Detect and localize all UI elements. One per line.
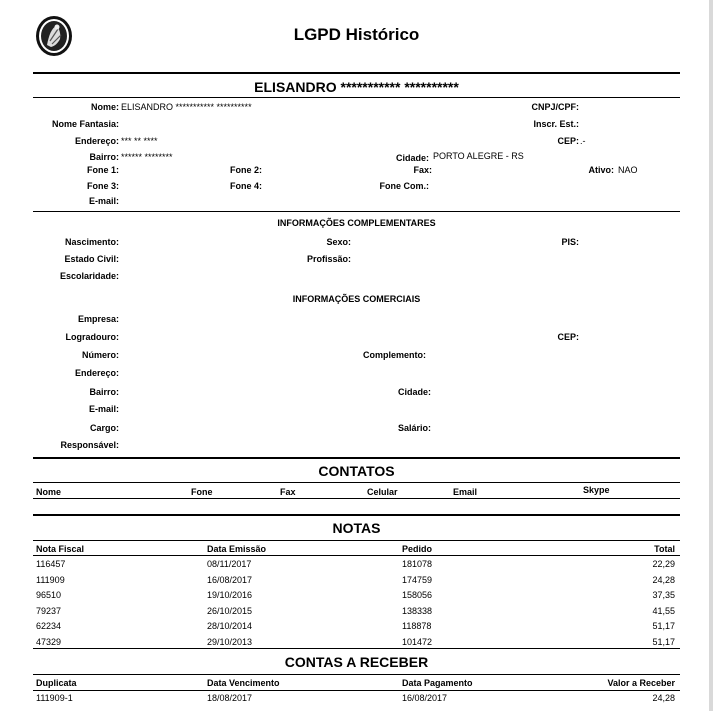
pis-label: PIS: (561, 237, 579, 247)
divider (33, 555, 680, 556)
notas-cell: 28/10/2014 (207, 621, 253, 631)
nome-value: ELISANDRO *********** ********** (121, 102, 252, 112)
nascimento-label: Nascimento: (64, 237, 119, 247)
contatos-col-email: Email (453, 487, 478, 497)
contas-cell: 18/08/2017 (207, 693, 253, 703)
logradouro-label: Logradouro: (65, 332, 119, 342)
comerciais-title: INFORMAÇÕES COMERCIAIS (292, 294, 421, 304)
notas-cell: 51,17 (652, 621, 675, 631)
cep-label: CEP: (557, 136, 579, 146)
notas-cell: 26/10/2015 (207, 605, 253, 616)
sexo-label: Sexo: (326, 237, 351, 247)
endereco-value: *** ** **** (121, 136, 158, 146)
com-cep-label: CEP: (557, 332, 579, 342)
page-title: LGPD Histórico (293, 25, 420, 44)
nome-fantasia-label: Nome Fantasia: (51, 119, 119, 129)
notas-cell: 51,17 (652, 636, 675, 647)
divider (33, 648, 680, 649)
cnpj-label: CNPJ/CPF: (531, 102, 579, 112)
contatos-col-nome: Nome (36, 487, 62, 497)
cidade-value: PORTO ALEGRE - RS (433, 151, 524, 161)
responsavel-label: Responsável: (60, 440, 119, 450)
notas-cell: 158056 (402, 590, 433, 600)
empresa-label: Empresa: (77, 314, 119, 324)
divider (33, 498, 680, 499)
notas-cell: 101472 (402, 636, 433, 647)
notas-cell: 41,55 (652, 605, 675, 616)
notas-cell: 62234 (36, 621, 62, 631)
cargo-label: Cargo: (90, 423, 119, 433)
contas-title: CONTAS A RECEBER (284, 654, 429, 670)
com-cidade-label: Cidade: (397, 387, 431, 397)
contas-cell: 24,28 (652, 693, 675, 703)
complemento-label: Complemento: (363, 350, 426, 360)
contas-cell: 16/08/2017 (402, 693, 448, 703)
notas-title: NOTAS (332, 520, 381, 536)
numero-label: Número: (81, 350, 119, 360)
divider (33, 514, 680, 516)
nome-label: Nome: (90, 102, 119, 112)
fonecom-label: Fone Com.: (379, 181, 429, 191)
contatos-col-fax: Fax (280, 487, 296, 497)
com-email-label: E-mail: (88, 404, 119, 414)
bairro-value: ****** ******** (121, 152, 173, 162)
contas-col-duplicata: Duplicata (36, 678, 77, 688)
notas-cell: 96510 (36, 590, 62, 600)
salario-label: Salário: (397, 423, 431, 433)
notas-col-data-emissao: Data Emissão (207, 544, 267, 554)
complementares-title: INFORMAÇÕES COMPLEMENTARES (277, 218, 436, 228)
bairro-label: Bairro: (89, 152, 119, 162)
fone3-label: Fone 3: (86, 181, 119, 191)
notas-cell: 111909 (36, 574, 65, 585)
divider (33, 540, 680, 541)
cep-value: .- (580, 136, 586, 146)
contas-cell: 111909-1 (36, 693, 73, 703)
contatos-title: CONTATOS (318, 463, 395, 479)
email-label: E-mail: (88, 196, 119, 206)
cidade-label: Cidade: (395, 153, 429, 163)
page-edge (709, 0, 713, 711)
contatos-col-fone: Fone (191, 487, 213, 497)
fone4-label: Fone 4: (229, 181, 262, 191)
notas-cell: 174759 (402, 574, 433, 585)
estado-civil-label: Estado Civil: (64, 254, 119, 264)
notas-cell: 79237 (36, 605, 62, 616)
notas-cell: 16/08/2017 (207, 574, 253, 585)
divider (33, 457, 680, 459)
divider (33, 97, 680, 98)
notas-cell: 138338 (402, 605, 433, 616)
notas-col-total: Total (654, 544, 675, 554)
divider (33, 211, 680, 212)
notas-cell: 08/11/2017 (207, 559, 252, 569)
fone1-label: Fone 1: (86, 165, 119, 175)
notas-col-nota-fiscal: Nota Fiscal (36, 544, 85, 554)
contas-col-data-vencimento: Data Vencimento (207, 678, 280, 688)
com-bairro-label: Bairro: (89, 387, 119, 397)
notas-cell: 24,28 (652, 574, 675, 585)
notas-cell: 22,29 (652, 559, 675, 569)
divider (33, 482, 680, 483)
client-name-banner: ELISANDRO *********** ********** (254, 79, 459, 95)
contatos-col-skype: Skype (583, 485, 610, 495)
contas-col-data-pagamento: Data Pagamento (402, 678, 473, 688)
com-endereco-label: Endereço: (74, 368, 119, 378)
notas-cell: 181078 (402, 559, 433, 569)
ativo-value: NAO (618, 165, 638, 175)
fone2-label: Fone 2: (229, 165, 262, 175)
escolaridade-label: Escolaridade: (59, 271, 119, 281)
profissao-label: Profissão: (306, 254, 351, 264)
notas-cell: 47329 (36, 636, 62, 647)
contas-col-valor: Valor a Receber (607, 678, 675, 688)
notas-cell: 29/10/2013 (207, 636, 253, 647)
notas-cell: 37,35 (652, 590, 675, 600)
notas-cell: 19/10/2016 (207, 590, 253, 600)
endereco-label: Endereço: (74, 136, 119, 146)
fax-label: Fax: (413, 165, 432, 175)
notas-cell: 116457 (36, 559, 66, 569)
inscr-label: Inscr. Est.: (533, 119, 579, 129)
notas-col-pedido: Pedido (402, 544, 433, 554)
contatos-col-celular: Celular (367, 487, 398, 497)
divider (33, 690, 680, 691)
divider (33, 72, 680, 74)
ativo-label: Ativo: (588, 165, 614, 175)
notas-cell: 118878 (402, 621, 432, 631)
divider (33, 674, 680, 675)
